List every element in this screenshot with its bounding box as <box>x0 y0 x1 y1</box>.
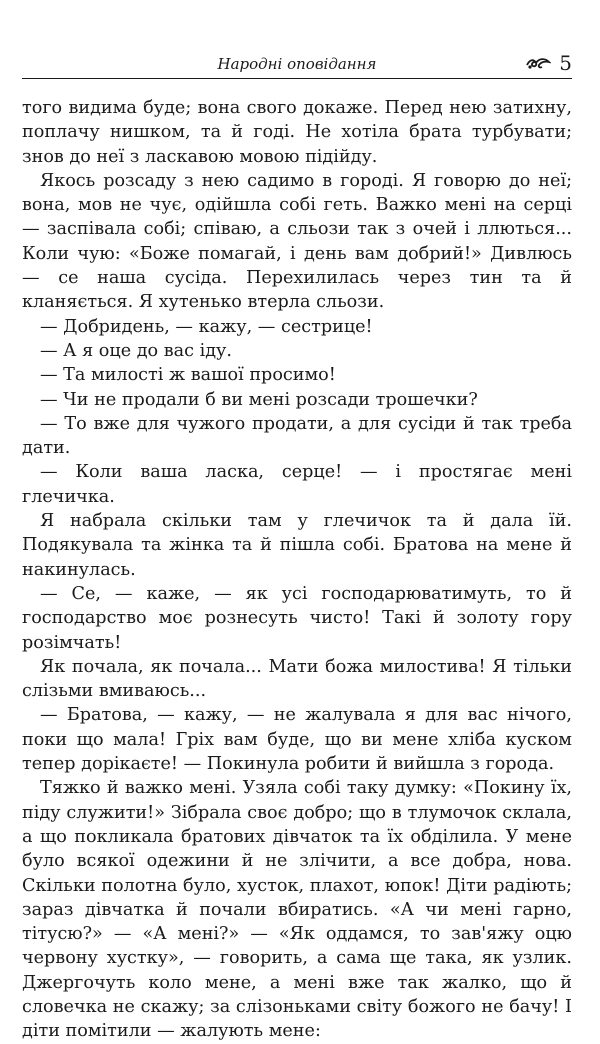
paragraph: — А я оце до вас іду. <box>40 340 232 361</box>
paragraph: — Чи не продали б ви мені розсади трошечки? <box>40 389 478 410</box>
paragraph: — Братова, — кажу, — не жалувала я для вас нічого, поки що мала! Гріх вам буде, що ви мене хліба куском тепер дорікаєте! — Покинула робити й вийшла з города. <box>22 705 572 775</box>
paragraph: — Та милості ж вашої просимо! <box>40 365 336 386</box>
paragraph: Я набрала скільки там у глечичок та й дала їй. Подякувала та жінка та й пішла собі. Братова на мене й накинулась. <box>22 511 572 580</box>
paragraph: Як почала, як почала... Мати божа милостива! Я тільки слізьми вмиваюсь... <box>22 656 572 702</box>
paragraph: того видима буде; вона свого докаже. Перед нею затихну, поплачу нишком, та й годі. Не хотіла брата турбувати; знов до неї з ласкавою мовою підійду. <box>22 98 572 167</box>
paragraph: Якось розсаду з нею садимо в городі. Я говорю до неї; вона, мов не чує, одійшла собі геть. Важко мені на серці — заспівала собі; співаю, а сльози так з очей і ллються... Коли чую: «Боже помагай, і день вам добрий!» Дивлюсь — се наша сусіда. Перехилилась через тин та й кланяється. Я хутенько втерла сльози. <box>22 170 572 313</box>
paragraph: — Се, — каже, — як усі господарюватимуть, то й господарство моє рознесуть чисто! Такі й золоту гору розімчать! <box>22 583 572 653</box>
header-right <box>525 51 572 75</box>
leaf-ornament-icon <box>525 56 551 70</box>
running-title: Народні оповідання <box>217 55 377 73</box>
paragraph: — Коли ваша ласка, серце! — і простягає мені глечичка. <box>22 462 572 507</box>
paragraph: — То вже для чужого продати, а для сусіди й так треба дати. <box>22 413 572 459</box>
body-text <box>22 96 572 1044</box>
paragraph: Тяжко й важко мені. Узяла собі таку думку: «Покину їх, піду служити!» Зібрала своє добро; що в тлумочок склала, а що покликала братових дівчаток та їх обділила. У мене було всякої одежини й не злічити, а все добра, нова. Скільки полотна було, хусток, плахот, юпок! Діти радіють; зараз дівчатка й почали вбиратись. «А чи мені гарно, тітусю?» — «А мені?» — «Як оддамся, то зав'яжу оцю червону хустку», — говорить, а сама ще така, як узлик. Джергочуть коло мене, а мені вже так жалко, що й словечка не скажу; за слізоньками світу божого не бачу! І діти помітили — жалують мене: <box>22 778 572 1042</box>
running-header <box>22 52 572 79</box>
paragraph: — Добридень, — кажу, — сестрице! <box>40 316 373 337</box>
page-number: 5 <box>559 51 572 75</box>
